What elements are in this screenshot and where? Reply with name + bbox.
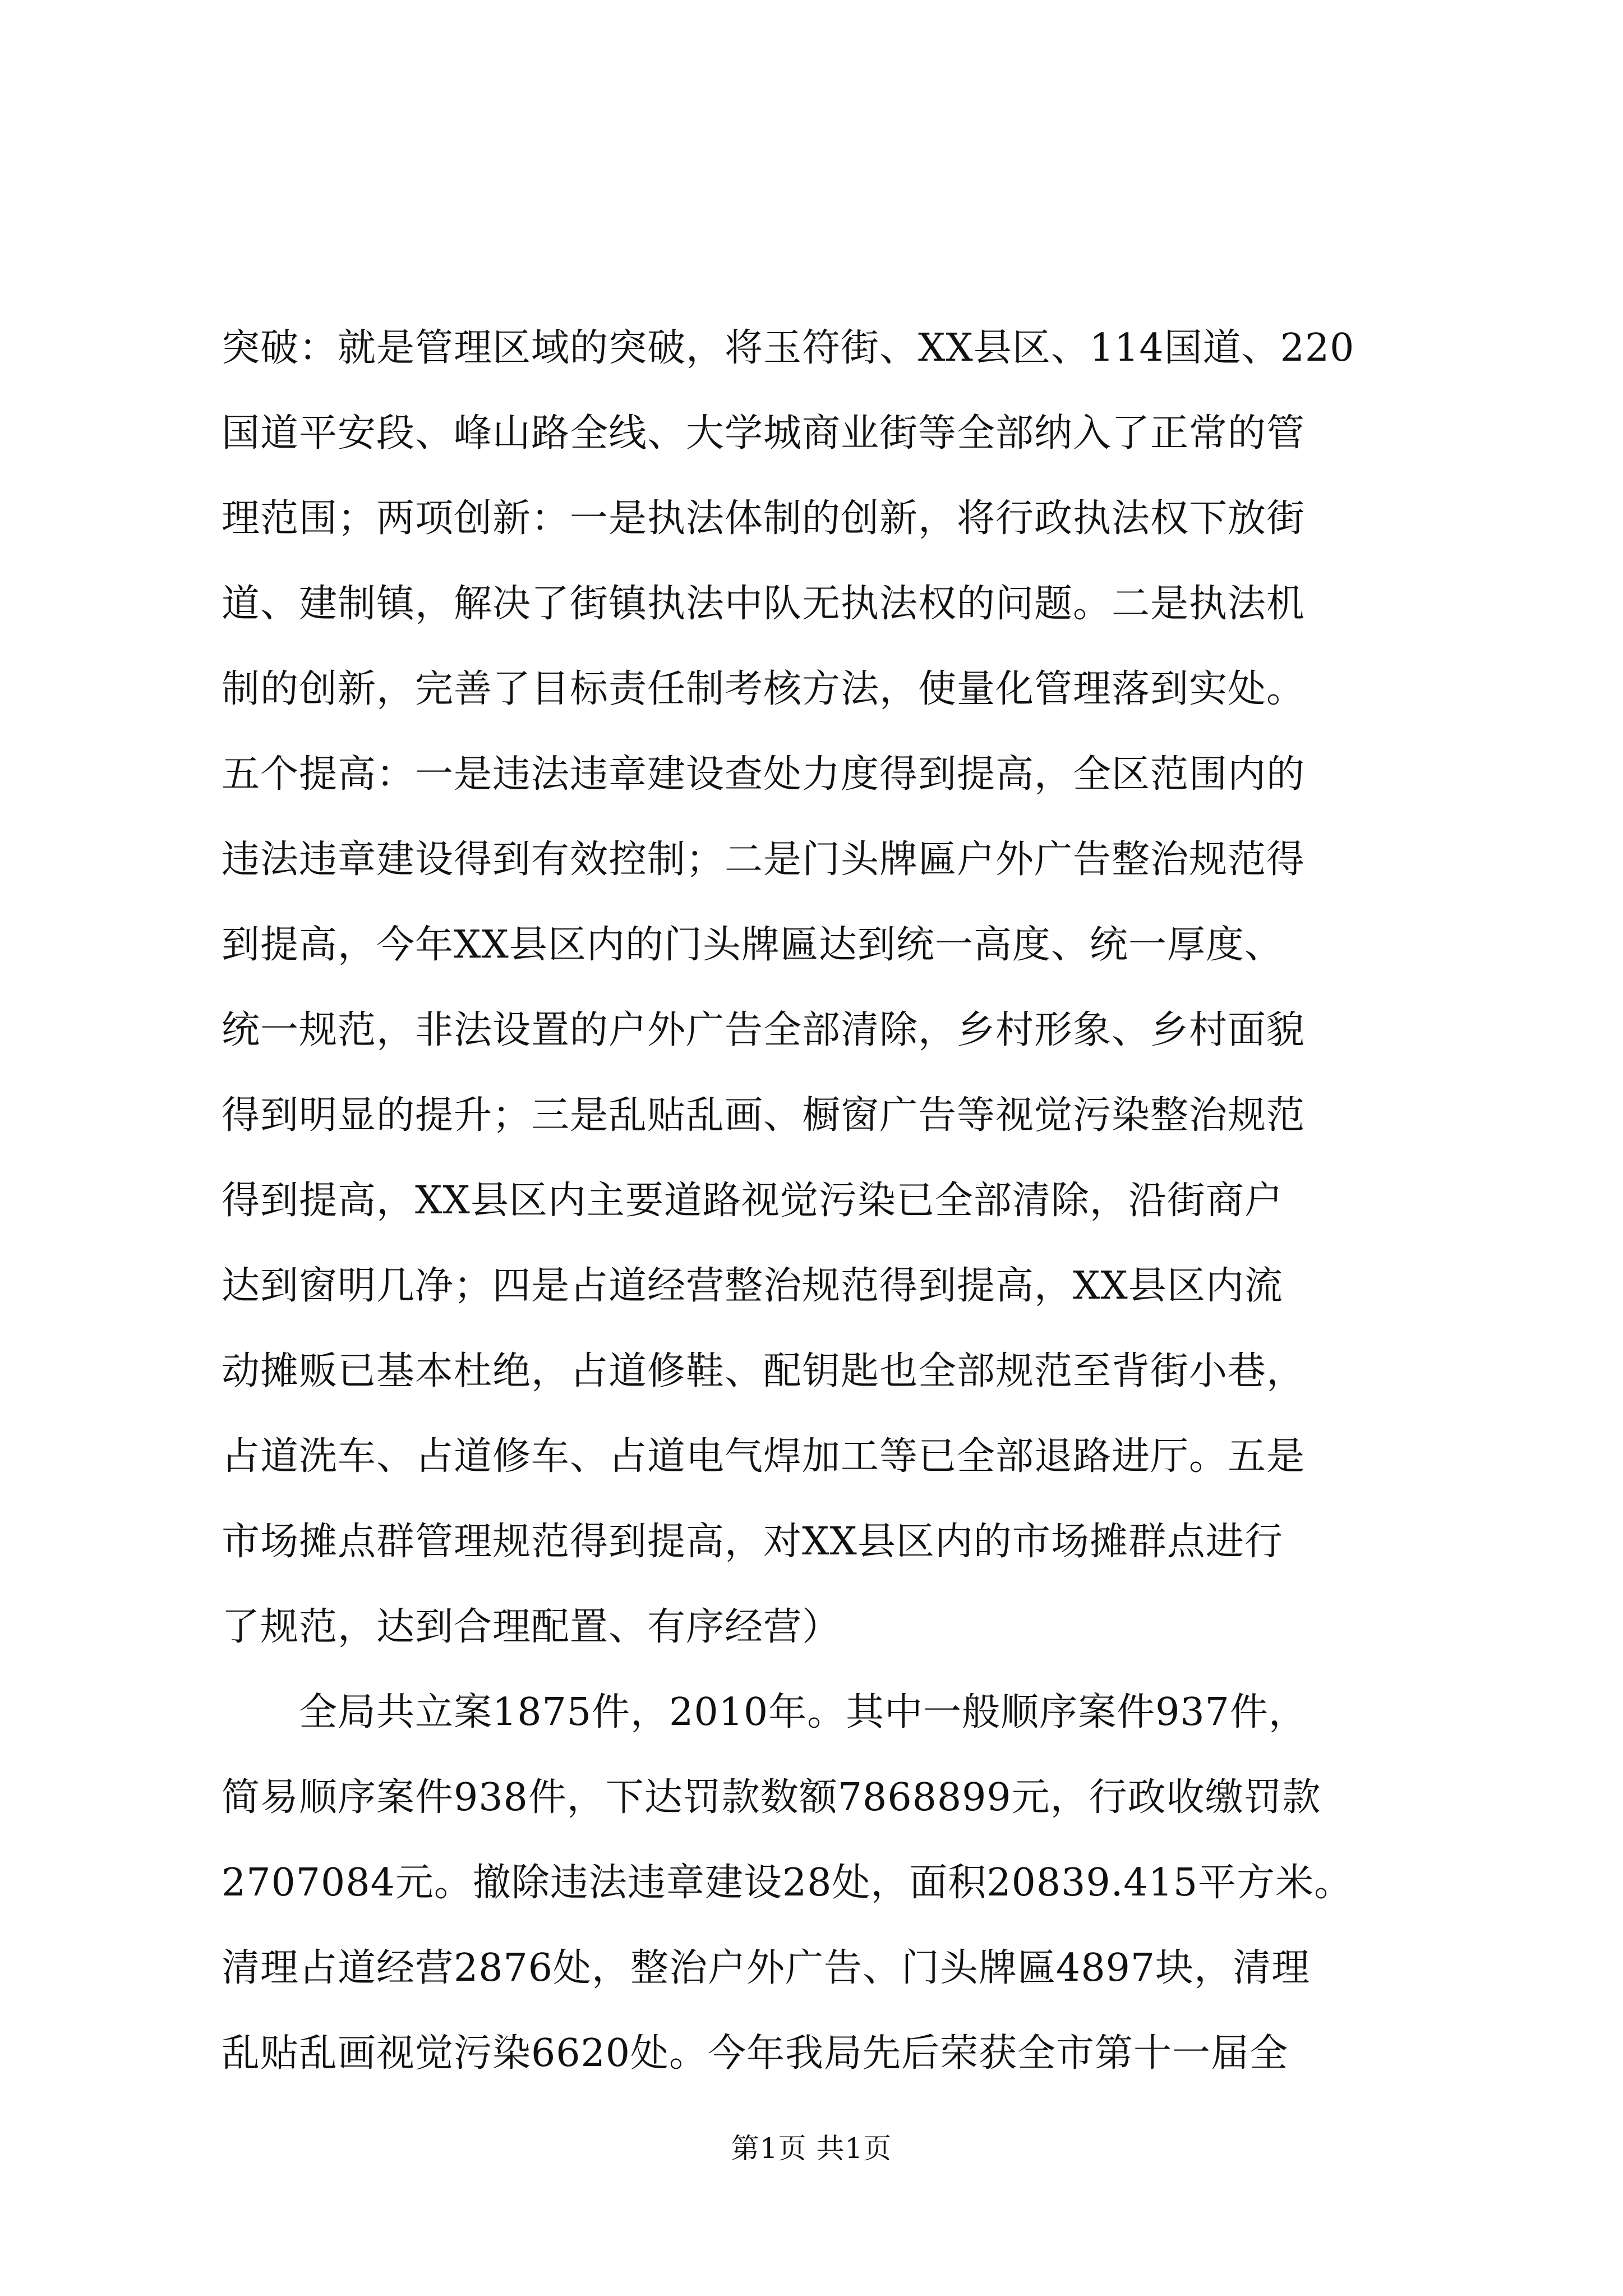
text-line: 占道洗车、占道修车、占道电气焊加工等已全部退路进厅。五是 (222, 1434, 1306, 1479)
text-line: 道、建制镇，解决了街镇执法中队无执法权的问题。二是执法机 (222, 582, 1306, 626)
text-line: 清理占道经营2876处，整治户外广告、门头牌匾4897块，清理 (222, 1946, 1311, 1990)
paragraph-2 (222, 1670, 1433, 2096)
text-line: 得到提高，XX县区内主要道路视觉污染已全部清除，沿街商户 (222, 1179, 1283, 1223)
text-line: 简易顺序案件938件，下达罚款数额7868899元，行政收缴罚款 (222, 1775, 1321, 1820)
text-line: 统一规范，非法设置的户外广告全部清除，乡村形象、乡村面貌 (222, 1008, 1306, 1052)
text-line: 到提高，今年XX县区内的门头牌匾达到统一高度、统一厚度、 (222, 923, 1283, 967)
document-body (222, 306, 1433, 2096)
text-line: 突破：就是管理区域的突破，将玉符街、XX县区、114国道、220 (222, 326, 1355, 370)
text-line: 制的创新，完善了目标责任制考核方法，使量化管理落到实处。 (222, 667, 1306, 711)
text-line: 达到窗明几净；四是占道经营整治规范得到提高，XX县区内流 (222, 1264, 1283, 1308)
text-line: 理范围；两项创新：一是执法体制的创新，将行政执法权下放街 (222, 496, 1306, 541)
text-line: 违法违章建设得到有效控制；二是门头牌匾户外广告整治规范得 (222, 838, 1306, 882)
page-number: 第1页 共1页 (731, 2132, 892, 2165)
text-line: 了规范，达到合理配置、有序经营） (222, 1605, 841, 1649)
text-line: 国道平安段、峰山路全线、大学城商业街等全部纳入了正常的管 (222, 411, 1306, 455)
text-line: 得到明显的提升；三是乱贴乱画、橱窗广告等视觉污染整治规范 (222, 1093, 1306, 1138)
text-line: 2707084元。撤除违法违章建设28处，面积20839.415平方米。 (222, 1861, 1353, 1905)
text-line: 市场摊点群管理规范得到提高，对XX县区内的市场摊群点进行 (222, 1520, 1283, 1564)
text-line: 五个提高：一是违法违章建设查处力度得到提高，全区范围内的 (222, 752, 1306, 797)
paragraph-1 (222, 306, 1433, 1670)
text-line: 乱贴乱画视觉污染6620处。今年我局先后荣获全市第十一届全 (222, 2031, 1289, 2076)
text-line: 动摊贩已基本杜绝，占道修鞋、配钥匙也全部规范至背街小巷， (222, 1349, 1306, 1393)
text-line: 全局共立案1875件，2010年。其中一般顺序案件937件， (222, 1690, 1307, 1734)
